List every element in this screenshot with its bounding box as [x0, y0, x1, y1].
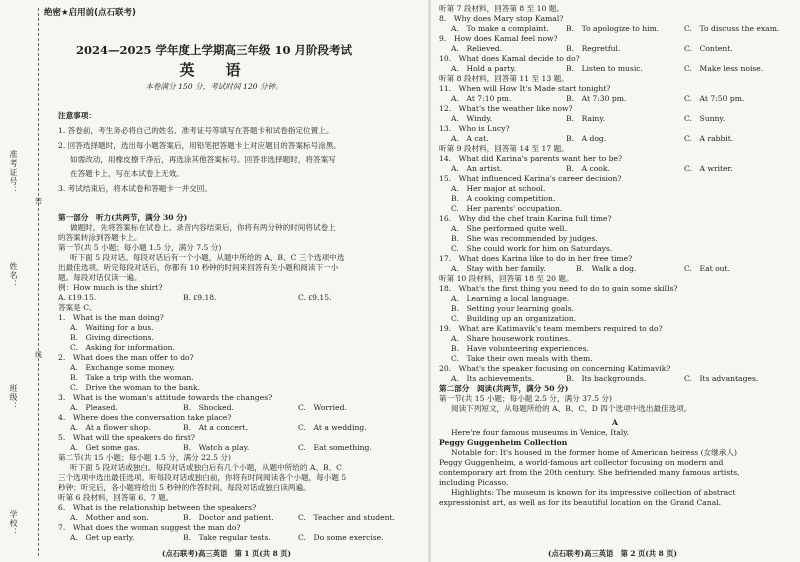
option: B. Have volunteering experiences. — [451, 344, 589, 353]
exam-number-label: 准考证号： — [9, 150, 18, 195]
page-2 — [431, 0, 800, 562]
notice-line: 在答题卡上，写在本试卷上无效。 — [70, 169, 184, 178]
question: 5. What will the speakers do first? — [58, 433, 195, 442]
notice-line: 1. 答卷前，考生务必将自己的姓名、准考证号等填写在答题卡和试卷指定位置上。 — [58, 126, 334, 135]
question: 6. What is the relationship between the speakers? — [58, 503, 257, 512]
option: C. She could work for him on Saturdays. — [451, 244, 613, 253]
part1-intro: 做题时，先将答案标在试卷上。录音内容结束后，你将有两分钟的时间将试卷上 — [70, 223, 336, 232]
option: A. At 7:10 pm. — [451, 94, 512, 103]
part1-intro: 的答案转涂到答题卡上。 — [58, 233, 142, 242]
collection-title: Peggy Guggenheim Collection — [439, 438, 568, 447]
option: B. A cooking competition. — [451, 194, 556, 203]
option: B. Regretful. — [566, 44, 621, 53]
section1-heading: 第一节(共 5 小题；每小题 1.5 分，满分 7.5 分) — [58, 243, 222, 252]
option: A. Waiting for a bus. — [70, 323, 154, 332]
collection-line: contemporary art from the 20th century. She befriended many famous artists, — [439, 468, 740, 477]
option: A. Hold a party. — [451, 64, 517, 73]
section2-intro: 听下面 5 段对话或独白。每段对话或独白后有几个小题，从题中所给的 A、B、C — [70, 463, 342, 472]
option: A. She performed quite well. — [451, 224, 567, 233]
notice-line: 如需改动，用橡皮擦干净后，再选涂其他答案标号。回答非选择题时，将答案写 — [70, 155, 336, 164]
option: B. Take a trip with the woman. — [70, 373, 194, 382]
example-option: C. ₤9.15. — [298, 293, 332, 302]
question: 8. Why does Mary stop Kamal? — [439, 14, 564, 23]
option: C. Eat out. — [684, 264, 731, 273]
page-footer: (点石联考)高三英语 第 2 页(共 8 页) — [548, 549, 677, 558]
option: C. Building up an organization. — [451, 314, 577, 323]
example-answer: 答案是 C。 — [58, 303, 97, 312]
section1-intro: 出最佳选项。听完每段对话后，你都有 10 秒钟的时间来回答有关小题和阅读下一小 — [58, 263, 339, 272]
option: A. Relieved. — [451, 44, 503, 53]
option: C. A writer. — [684, 164, 733, 173]
bind-mark: 线 — [35, 351, 42, 359]
question: 20. What's the speaker focusing on concerning Katimavik? — [439, 364, 671, 373]
option: B. Watch a play. — [183, 443, 250, 452]
option: B. Shocked. — [183, 403, 234, 412]
passage-letter: A — [612, 418, 618, 427]
question: 7. What does the woman suggest the man do? — [58, 523, 241, 532]
collection-line: including Picasso. — [439, 478, 509, 487]
option: A. Its achievements. — [451, 374, 535, 383]
option: C. Asking for information. — [70, 343, 175, 352]
option: C. Its advantages. — [684, 374, 759, 383]
question: 18. What's the first thing you need to do to gain some skills? — [439, 284, 678, 293]
option: C. Teacher and student. — [298, 513, 395, 522]
class-label: 班级： — [9, 384, 18, 411]
question: 16. Why did the chef train Karina full time? — [439, 214, 612, 223]
option: A. Exchange some money. — [70, 363, 176, 372]
option: C. To discuss the exam. — [684, 24, 780, 33]
option: C. At 7:50 pm. — [684, 94, 745, 103]
option: B. At 7:30 pm. — [566, 94, 627, 103]
option: A. Get up early. — [70, 533, 135, 542]
option: B. Walk a dog. — [576, 264, 637, 273]
option: B. Its backgrounds. — [566, 374, 647, 383]
option: A. Get some gas. — [70, 443, 140, 452]
example-option: B. ₤9.18. — [183, 293, 217, 302]
option: A. At a flower shop. — [70, 423, 151, 432]
option: A. A cat. — [451, 134, 489, 143]
question: 2. What does the man offer to do? — [58, 353, 194, 362]
material-note: 听第 10 段材料，回答第 18 至 20 题。 — [439, 274, 574, 283]
notice-line: 3. 考试结束后，将本试卷和答题卡一并交回。 — [58, 184, 212, 193]
section2-intro: 秒钟；听完后，各小题将给出 5 秒钟的作答时间。每段对话或独白读两遍。 — [58, 483, 311, 492]
option: C. Worried. — [298, 403, 347, 412]
passage-line: Here're four famous museums in Venice, Italy. — [451, 428, 629, 437]
option: B. A dog. — [566, 134, 607, 143]
option: B. A cook. — [566, 164, 610, 173]
part2-section1: 第一节(共 15 小题；每小题 2.5 分，满分 37.5 分) — [439, 394, 612, 403]
confidential-tag: 绝密★启用前(点石联考) — [44, 8, 136, 18]
question: 14. What did Karina's parents want her to be? — [439, 154, 623, 163]
option: C. A rabbit. — [684, 134, 734, 143]
part1-heading: 第一部分 听力(共两节，满分 30 分) — [58, 213, 188, 222]
option: A. Pleased. — [70, 403, 118, 412]
question: 9. How does Kamal feel now? — [439, 34, 558, 43]
question: 13. Who is Lucy? — [439, 124, 510, 133]
example-option: A. ₤19.15. — [58, 293, 97, 302]
option: C. Make less noise. — [684, 64, 764, 73]
option: C. Sunny. — [684, 114, 726, 123]
section1-intro: 题。每段对话仅读一遍。 — [58, 273, 142, 282]
option: A. To make a complaint. — [451, 24, 549, 33]
option: B. Setting your learning goals. — [451, 304, 575, 313]
question: 19. What are Katimavik's team members required to do? — [439, 324, 663, 333]
section2-heading: 第二节(共 15 小题；每小题 1.5 分，满分 22.5 分) — [58, 453, 231, 462]
section2-intro: 三个选项中选出最佳选项。听每段对话或独白前，你将有时间阅读各个小题，每小题 5 — [58, 473, 347, 482]
option: A. Her major at school. — [451, 184, 546, 193]
question: 17. What does Karina like to do in her free time? — [439, 254, 633, 263]
question: 11. When will How It's Made start tonight? — [439, 84, 611, 93]
material-note: 听第 7 段材料，回答第 8 至 10 题。 — [439, 4, 564, 13]
option: B. Listen to music. — [566, 64, 643, 73]
question: 12. What's the weather like now? — [439, 104, 573, 113]
option: A. Windy. — [451, 114, 493, 123]
option: C. Take their own meals with them. — [451, 354, 593, 363]
option: B. Take regular tests. — [183, 533, 271, 542]
option: C. Do some exercise. — [298, 533, 384, 542]
notice-line: 2. 回答选择题时，选出每小题答案后，用铅笔把答题卡上对应题目的答案标号涂黑。 — [58, 141, 342, 150]
option: A. Share housework routines. — [451, 334, 571, 343]
option: B. Doctor and patient. — [183, 513, 274, 522]
option: C. Her parents' occupation. — [451, 204, 563, 213]
option: B. Giving directions. — [70, 333, 154, 342]
collection-line: Notable for: It's housed in the former home of American heiress (女继承人) — [451, 448, 737, 457]
option: B. To apologize to him. — [566, 24, 660, 33]
option: A. Mother and son. — [70, 513, 149, 522]
exam-meta: 本卷满分 150 分，考试时间 120 分钟。 — [145, 82, 283, 91]
seal-mark: 密 — [35, 197, 42, 205]
name-label: 姓名： — [9, 262, 18, 289]
exam-title: 2024—2025 学年度上学期高三年级 10 月阶段考试 — [75, 43, 353, 57]
question: 3. What is the woman's attitude towards the changes? — [58, 393, 273, 402]
option: C. At a wedding. — [298, 423, 367, 432]
subject-title: 英 语 — [179, 61, 249, 79]
collection-line: Peggy Guggenheim, a world-famous art collector focusing on modern and — [439, 458, 724, 467]
option: C. Drive the woman to the bank. — [70, 383, 201, 392]
part2-heading: 第二部分 阅读(共两节，满分 50 分) — [439, 384, 569, 393]
notice-heading: 注意事项： — [58, 111, 96, 120]
material-note: 听第 8 段材料，回答第 11 至 13 题。 — [439, 74, 569, 83]
collection-line: Highlights: The museum is known for its impressive collection of abstract — [451, 488, 736, 497]
option: A. Learning a local language. — [451, 294, 570, 303]
option: A. An artist. — [451, 164, 503, 173]
page-footer: (点石联考)高三英语 第 1 页(共 8 页) — [162, 549, 291, 558]
collection-line: expressionist art, as well as for its beautiful location on the Grand Canal. — [439, 498, 722, 507]
question: 4. Where does the conversation take place? — [58, 413, 232, 422]
option: C. Content. — [684, 44, 733, 53]
section1-intro: 听下面 5 段对话。每段对话后有一个小题，从题中所给的 A、B、C 三个选项中选 — [70, 253, 345, 262]
option: B. At a concert. — [183, 423, 248, 432]
school-label: 学校： — [9, 510, 18, 537]
option: B. Rainy. — [566, 114, 606, 123]
part2-intro: 阅读下列短文，从每题所给的 A、B、C、D 四个选项中选出最佳选项。 — [451, 404, 692, 413]
option: A. Stay with her family. — [451, 264, 546, 273]
material-note: 听第 9 段材料，回答第 14 至 17 题。 — [439, 144, 569, 153]
question: 1. What is the man doing? — [58, 313, 164, 322]
example-question: 例：How much is the shirt? — [58, 283, 163, 292]
option: B. She was recommended by judges. — [451, 234, 598, 243]
section2-intro: 听第 6 段材料，回答第 6、7 题。 — [58, 493, 174, 502]
question: 10. What does Kamal decide to do? — [439, 54, 580, 63]
option: C. Eat something. — [298, 443, 372, 452]
question: 15. What influenced Karina's career decision? — [439, 174, 622, 183]
